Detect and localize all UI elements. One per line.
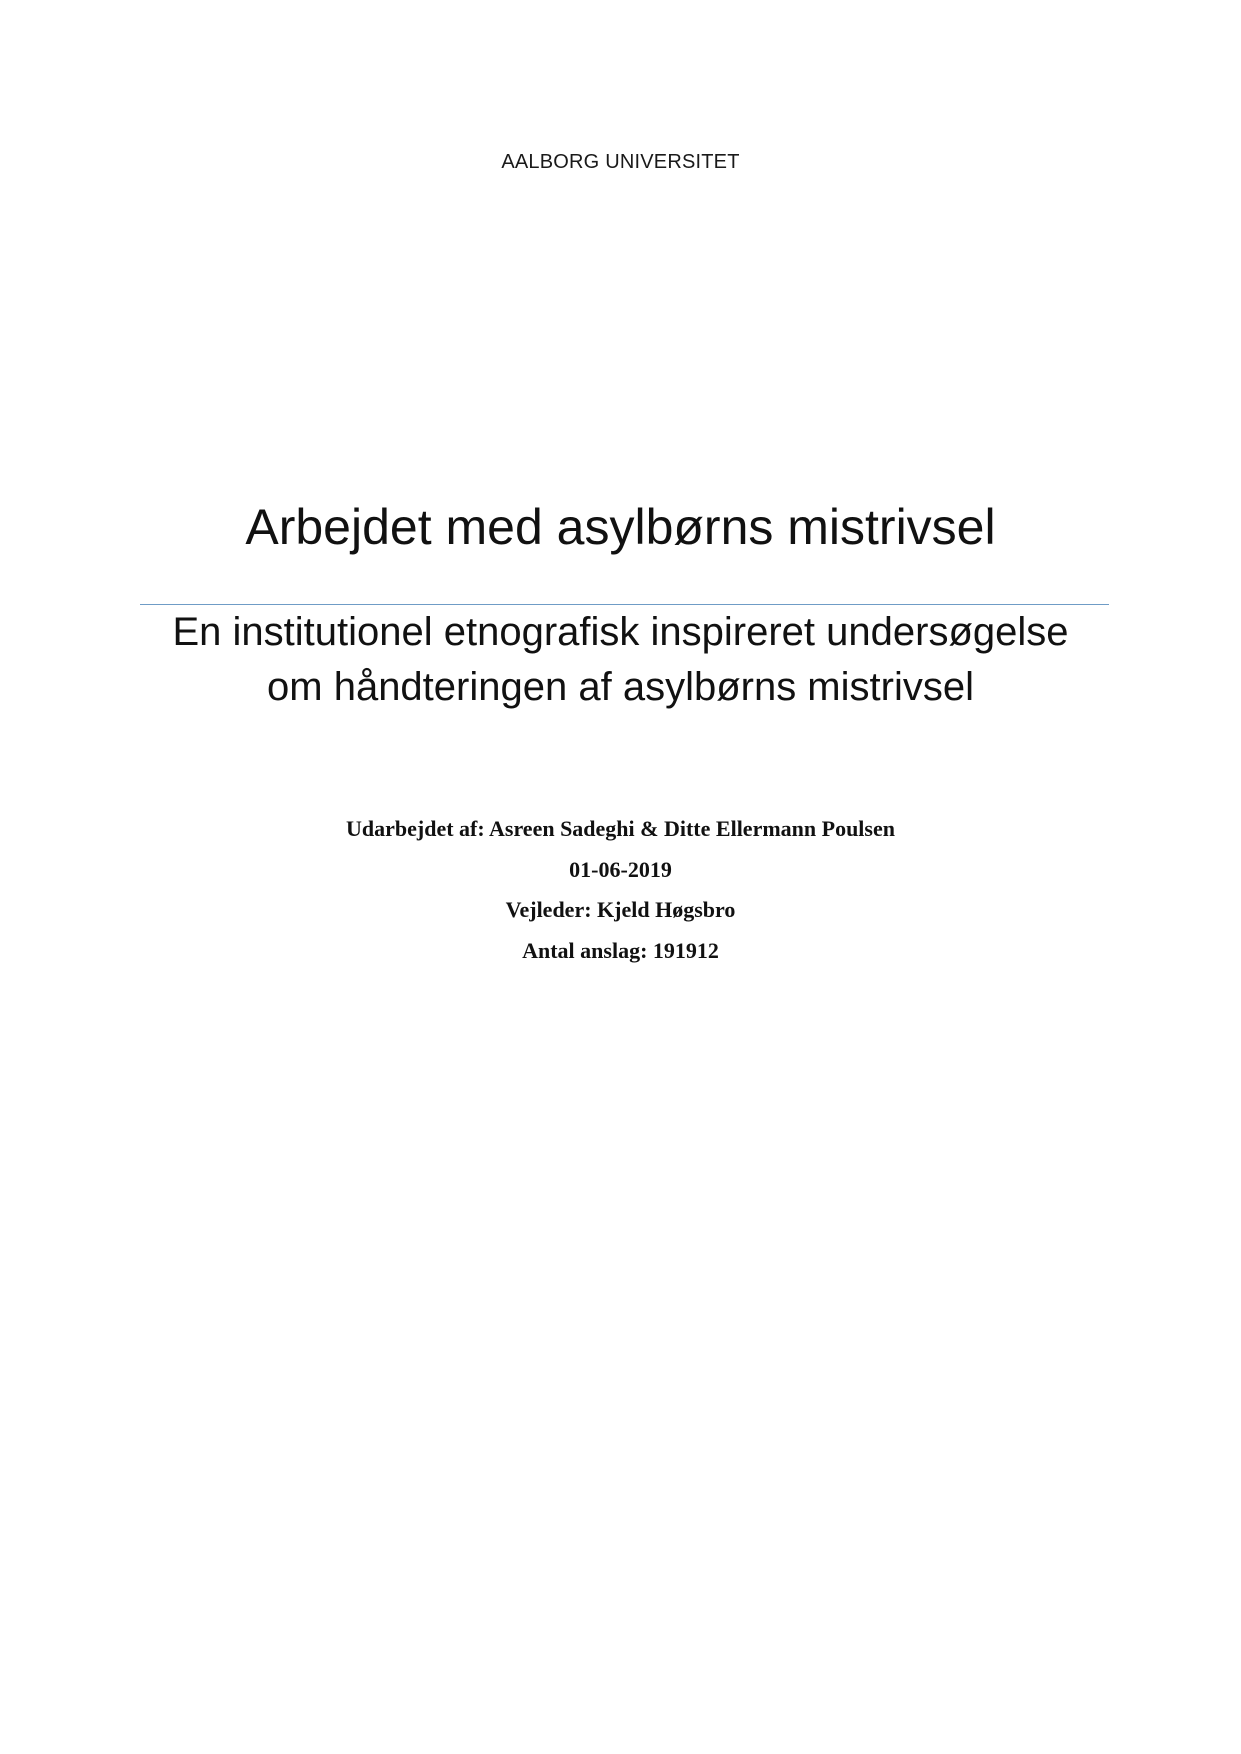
- document-metadata: [0, 809, 1241, 971]
- document-title: Arbejdet med asylbørns mistrivsel: [245, 499, 996, 555]
- document-subtitle: En institutionel etnografisk inspireret undersøgelse om håndteringen af asylbørns mistrivsel: [172, 610, 1069, 709]
- submission-date: 01-06-2019: [569, 856, 672, 882]
- supervisor: Vejleder: Kjeld Høgsbro: [505, 897, 736, 922]
- institution-name: AALBORG UNIVERSITET: [501, 151, 740, 173]
- authors: Udarbejdet af: Asreen Sadeghi & Ditte Ellermann Poulsen: [346, 816, 895, 841]
- character-count: Antal anslag: 191912: [522, 937, 719, 963]
